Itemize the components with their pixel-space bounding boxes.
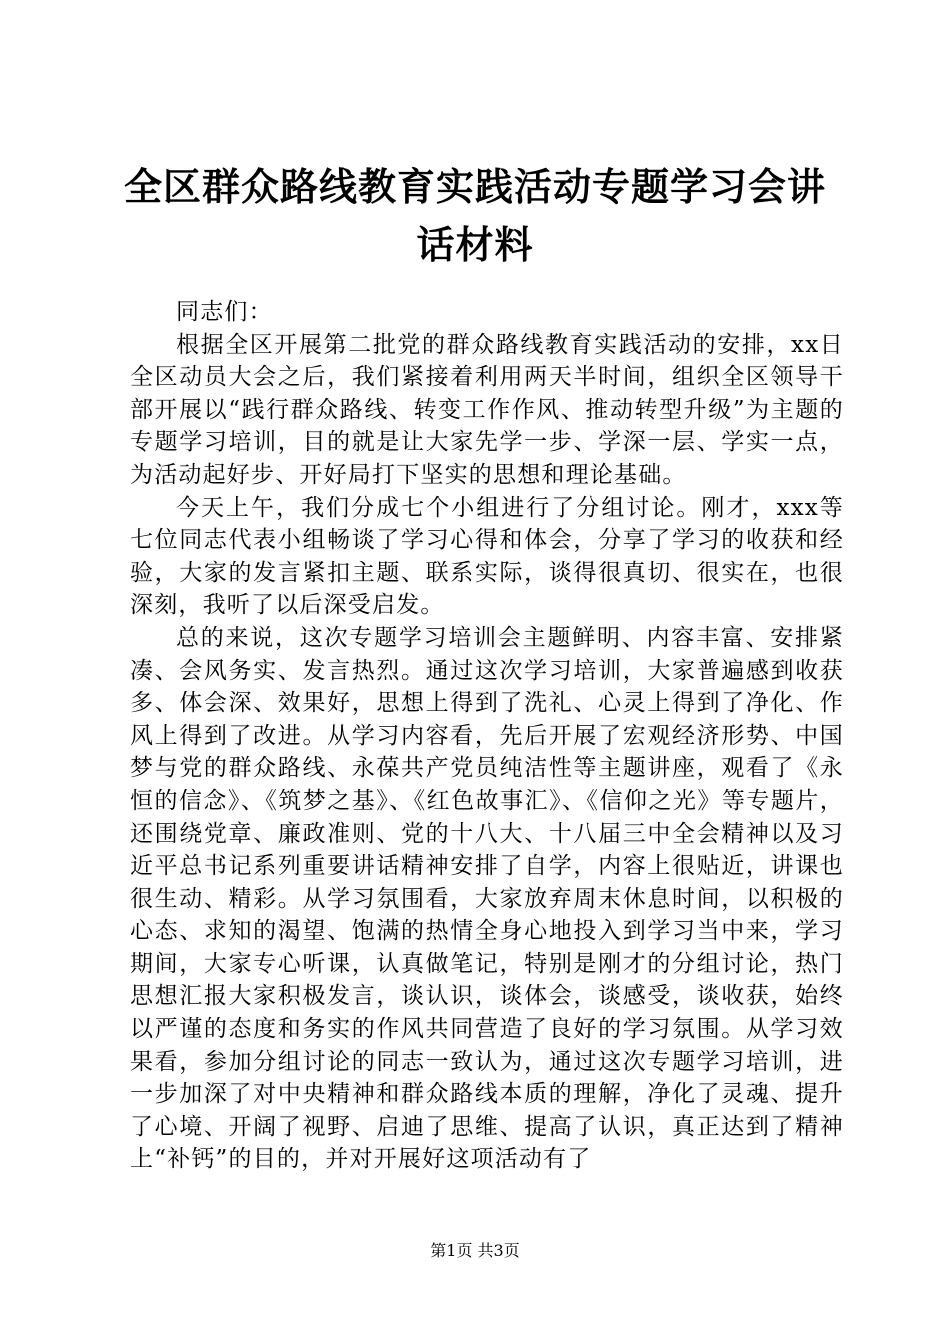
- paragraph-3: 总的来说，这次专题学习培训会主题鲜明、内容丰富、安排紧凑、会风务实、发言热烈。通过这次学习培训，大家普遍感到收获多、体会深、效果好，思想上得到了洗礼、心灵上得到了净化、作风上得到了改进。从学习内容看，先后开展了宏观经济形势、中国梦与党的群众路线、永葆共产党员纯洁性等主题讲座，观看了《永恒的信念》、《筑梦之基》、《红色故事汇》、《信仰之光》等专题片，还围绕党章、廉政准则、党的十八大、十八届三中全会精神以及习近平总书记系列重要讲话精神安排了自学，内容上很贴近，讲课也很生动、精彩。从学习氛围看，大家放弃周末休息时间，以积极的心态、求知的渴望、饱满的热情全身心地投入到学习当中来，学习期间，大家专心听课，认真做笔记，特别是刚才的分组讨论，热门思想汇报大家积极发言，谈认识，谈体会，谈感受，谈收获，始终以严谨的态度和务实的作风共同营造了良好的学习氛围。从学习效果看，参加分组讨论的同志一致认为，通过这次专题学习培训，进一步加深了对中央精神和群众路线本质的理解，净化了灵魂、提升了心境、开阔了视野、启迪了思维、提高了认识，真正达到了精神上“补钙”的目的，并对开展好这项活动有了: [130, 624, 844, 1173]
- page-footer: 第1页 共3页: [430, 1241, 520, 1260]
- document-title: 全区群众路线教育实践活动专题学习会讲话材料: [123, 164, 826, 267]
- paragraph-2: 今天上午，我们分成七个小组进行了分组讨论。刚才，xxx等七位同志代表小组畅谈了学习心得和体会，分享了学习的收获和经验，大家的发言紧扣主题、联系实际，谈得很真切、很实在，也很深刻，我听了以后深受启发。: [130, 494, 844, 619]
- salutation: 同志们：: [176, 299, 273, 325]
- document-body: [130, 296, 844, 1176]
- paragraph-1: 根据全区开展第二批党的群众路线教育实践活动的安排，xx日全区动员大会之后，我们紧接着利用两天半时间，组织全区领导干部开展以“践行群众路线、转变工作作风、推动转型升级”为主题的专题学习培训，目的就是让大家先学一步、学深一层、学实一点，为活动起好步、开好局打下坚实的思想和理论基础。: [130, 331, 844, 488]
